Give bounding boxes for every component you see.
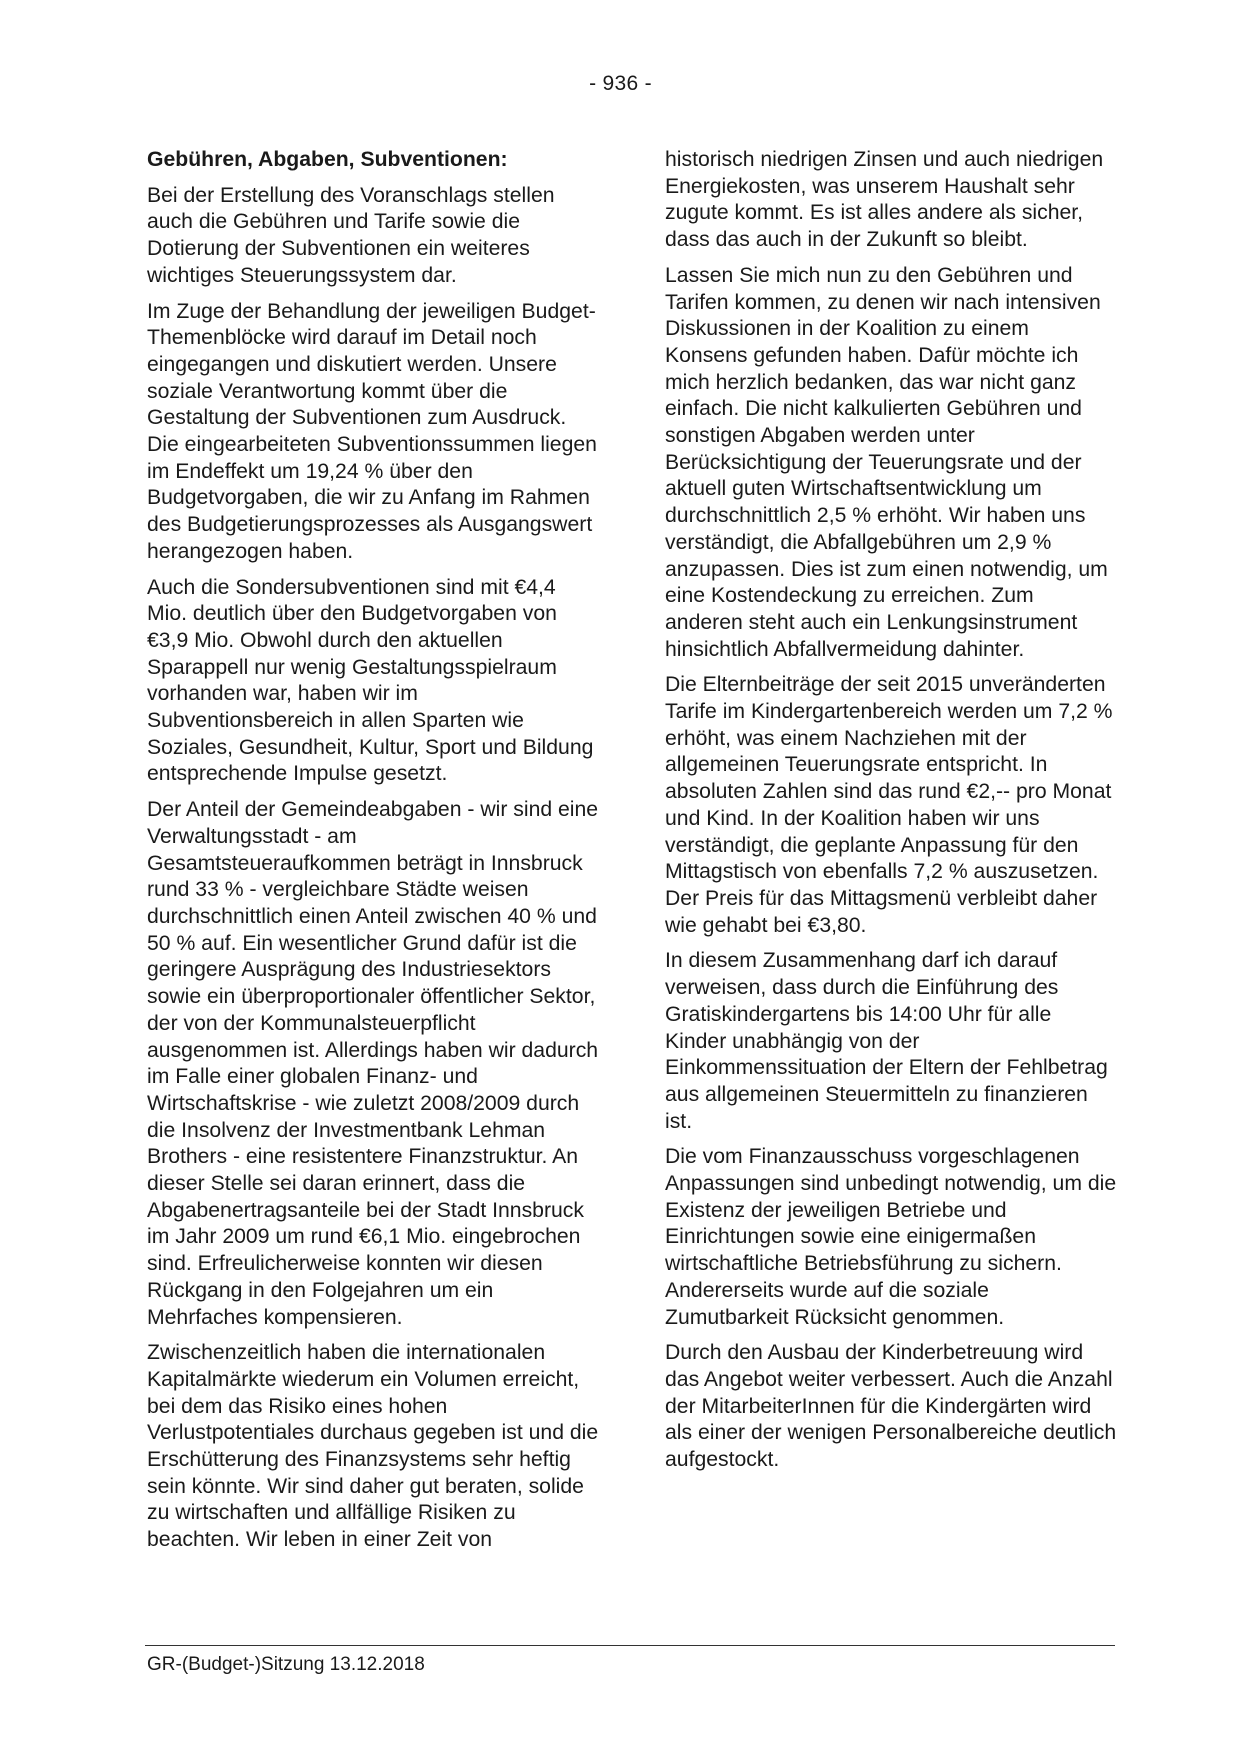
paragraph: Auch die Sondersubventionen sind mit €4,4 Mio. deutlich über den Budgetvorgaben von €3,9 Mio. Obwohl durch den aktuellen Sparappell nur wenig Gestaltungsspielraum vorhanden war, haben wir im Subventionsbereich in allen Sparten wie Soziales, Gesundheit, Kultur, Sport und Bildung entsprechende Impulse gesetzt. [147, 575, 594, 786]
paragraph: Zwischenzeitlich haben die internationalen Kapitalmärkte wiederum ein Volumen erreicht, bei dem das Risiko eines hohen Verlustpotentiales durchaus gegeben ist und die Erschütterung des Finanzsystems sehr heftig sein könnte. Wir sind daher gut beraten, solide zu wirtschaften und allfällige Risiken zu beachten. Wir leben in einer Zeit von [147, 1341, 599, 1552]
page-number: - 936 - [589, 72, 652, 95]
paragraph: Der Anteil der Gemeindeabgaben - wir sind eine Verwaltungsstadt - am Gesamtsteueraufkommen beträgt in Innsbruck rund 33 % - vergleichbare Städte weisen durchschnittlich einen Anteil zwischen 40 % und 50 % auf. Ein wesentlicher Grund dafür ist die geringere Ausprägung des Industriesektors sowie ein überproportionaler öffentlicher Sektor, der von der Kommunalsteuerpflicht ausgenommen ist. Allerdings haben wir dadurch im Falle einer globalen Finanz- und Wirtschaftskrise - wie zuletzt 2008/2009 durch die Insolvenz der Investmentbank Lehman Brothers - eine resistentere Finanzstruktur. An dieser Stelle sei daran erinnert, dass die Abgabenertragsanteile bei der Stadt Innsbruck im Jahr 2009 um rund €6,1 Mio. eingebrochen sind. Erfreulicherweise konnten wir diesen Rückgang in den Folgejahren um ein Mehrfaches kompensieren. [147, 798, 599, 1329]
paragraph: historisch niedrigen Zinsen und auch niedrigen Energiekosten, was unserem Haushalt sehr zugute kommt. Es ist alles andere als sicher, dass das auch in der Zukunft so bleibt. [665, 148, 1104, 252]
paragraph: In diesem Zusammenhang darf ich darauf verweisen, dass durch die Einführung des Gratiskindergartens bis 14:00 Uhr für alle Kinder unabhängig von der Einkommenssituation der Eltern der Fehlbetrag aus allgemeinen Steuermitteln zu finanzieren ist. [665, 949, 1108, 1133]
paragraph: Die Elternbeiträge der seit 2015 unveränderten Tarife im Kindergartenbereich werden um 7,2 % erhöht, was einem Nachziehen mit der allgemeinen Teuerungsrate entspricht. In absoluten Zahlen sind das rund €2,-- pro Monat und Kind. In der Koalition haben wir uns verständigt, die geplante Anpassung für den Mittagstisch von ebenfalls 7,2 % auszusetzen. Der Preis für das Mittagsmenü verbleibt daher wie gehabt bei €3,80. [665, 673, 1113, 937]
footer-divider [145, 1645, 1115, 1646]
section-heading: Gebühren, Abgaben, Subventionen: [147, 148, 508, 171]
paragraph: Im Zuge der Behandlung der jeweiligen Budget-Themenblöcke wird darauf im Detail noch eingegangen und diskutiert werden. Unsere soziale Verantwortung kommt über die Gestaltung der Subventionen zum Ausdruck. Die eingearbeiteten Subventionssummen liegen im Endeffekt um 19,24 % über den Budgetvorgaben, die wir zu Anfang im Rahmen des Budgetierungsprozesses als Ausgangswert herangezogen haben. [147, 299, 597, 563]
paragraph: Durch den Ausbau der Kinderbetreuung wird das Angebot weiter verbessert. Auch die Anzahl der MitarbeiterInnen für die Kindergärten wird als einer der wenigen Personalbereiche deutlich aufgestockt. [665, 1341, 1117, 1472]
paragraph: Bei der Erstellung des Voranschlags stellen auch die Gebühren und Tarife sowie die Dotierung der Subventionen ein weiteres wichtiges Steuerungssystem dar. [147, 183, 555, 287]
footer-text: GR-(Budget-)Sitzung 13.12.2018 [147, 1654, 425, 1675]
right-column [665, 147, 1117, 1483]
paragraph: Lassen Sie mich nun zu den Gebühren und Tarifen kommen, zu denen wir nach intensiven Diskussionen in der Koalition zu einem Konsens gefunden haben. Dafür möchte ich mich herzlich bedanken, das war nicht ganz einfach. Die nicht kalkulierten Gebühren und sonstigen Abgaben werden unter Berücksichtigung der Teuerungsrate und der aktuell guten Wirtschaftsentwicklung um durchschnittlich 2,5 % erhöht. Wir haben uns verständigt, die Abfallgebühren um 2,9 % anzupassen. Dies ist zum einen notwendig, um eine Kostendeckung zu erreichen. Zum anderen steht auch ein Lenkungsinstrument hinsichtlich Abfallvermeidung dahinter. [665, 263, 1108, 661]
left-column [147, 147, 599, 1563]
paragraph: Die vom Finanzausschuss vorgeschlagenen Anpassungen sind unbedingt notwendig, um die Existenz der jeweiligen Betriebe und Einrichtungen sowie eine einigermaßen wirtschaftliche Betriebsführung zu sichern. Andererseits wurde auf die soziale Zumutbarkeit Rücksicht genommen. [665, 1145, 1117, 1329]
